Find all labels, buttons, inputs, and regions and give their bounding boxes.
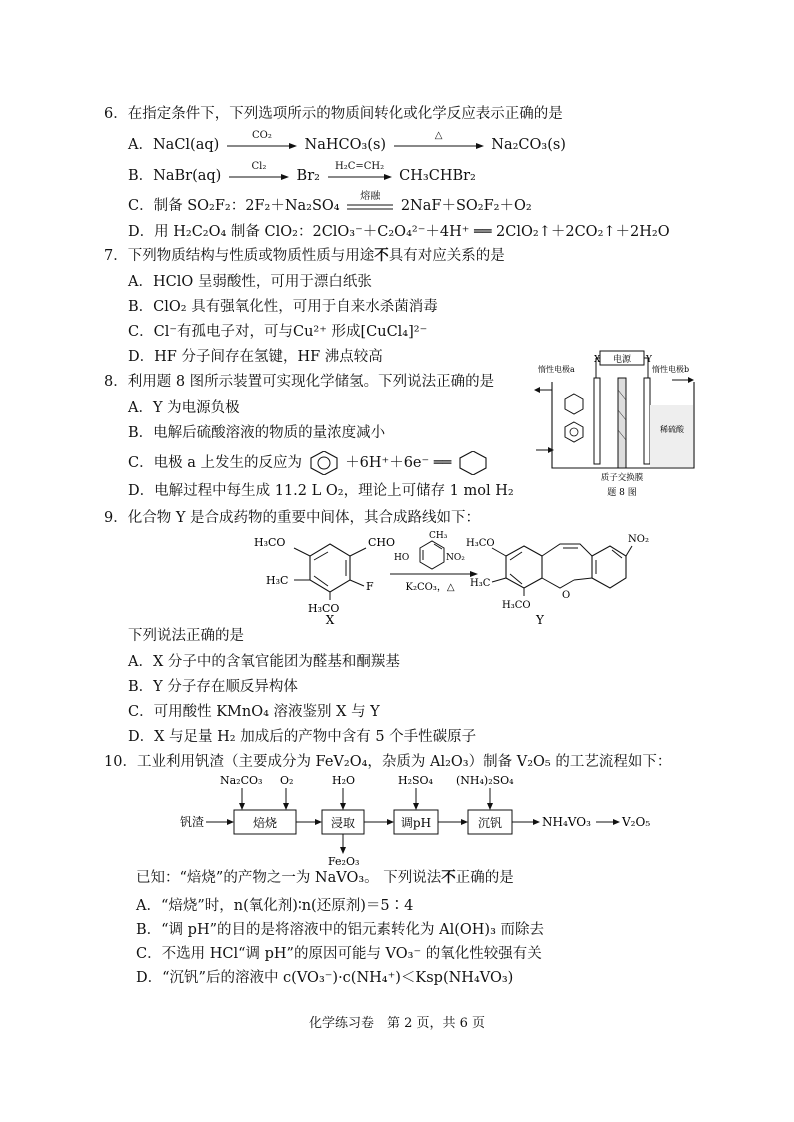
q9-option-c: C．可用酸性 KMnO₄ 溶液鉴别 X 与 Y — [128, 704, 380, 720]
q6-option-d: D．用 H₂C₂O₄ 制备 ClO₂：2ClO₃⁻＋C₂O₄²⁻＋4H⁺ ══ 2ClO₂↑＋2CO₂↑＋2H₂O — [128, 224, 670, 240]
q10-process-flow — [176, 772, 676, 868]
q7-option-a: A．HClO 呈弱酸性，可用于漂白纸张 — [128, 274, 372, 290]
compound-y-label: Y — [536, 613, 544, 626]
y-h3co-bottom-label: H₃CO — [502, 600, 531, 611]
q8-option-c: C．电极 a 上发生的反应为 ＋6H⁺＋6e⁻ ══ — [128, 451, 490, 475]
q7-stem: 7．下列物质结构与性质或物质性质与用途不具有对应关系的是 — [104, 247, 505, 264]
reagent-ho-label: HO — [394, 553, 410, 563]
q9-stem: 9．化合物 Y 是合成药物的重要中间体，其合成路线如下： — [104, 510, 481, 526]
q9-synthesis-scheme — [230, 530, 650, 626]
electrode-a-label: 惰性电极a — [538, 365, 575, 374]
output-fe2o3-label: Fe₂O₃ — [328, 855, 360, 868]
reaction-conditions-label: K₂CO₃，△ — [405, 582, 455, 593]
input-h2so4-label: H₂SO₄ — [398, 774, 433, 787]
q9-option-b: B．Y 分子存在顺反异构体 — [128, 679, 298, 695]
q10-stem: 10．工业利用钒渣（主要成分为 FeV₂O₄，杂质为 Al₂O₃）制备 V₂O₅ 的工艺流程如下： — [104, 754, 672, 770]
q10-option-c: C．不选用 HCl“调 pH”的原因可能与 VO₃⁻ 的氧化性较强有关 — [136, 946, 542, 962]
input-na2co3-label: Na₂CO₃ — [220, 774, 263, 787]
step-roasting-label: 焙烧 — [252, 816, 278, 830]
q6-option-b: B．NaBr(aq) Cl₂ Br₂ H₂C=CH₂ CH₃CHBr₂ — [128, 161, 476, 184]
x-h3co-bottom-label: H₃CO — [308, 602, 340, 615]
y-h3c-label: H₃C — [470, 578, 491, 589]
reagent-ch3-label: CH₃ — [429, 531, 448, 541]
benzene-icon — [307, 451, 341, 475]
q10-option-b: B．“调 pH”的目的是将溶液中的铝元素转化为 Al(OH)₃ 而除去 — [136, 922, 545, 938]
cyclohexane-icon — [456, 451, 490, 475]
terminal-y-label: Y — [646, 355, 652, 365]
dilute-sulfuric-acid-label: 稀硫酸 — [660, 425, 684, 434]
q10-option-a: A．“焙烧”时，n(氧化剂)∶n(还原剂)＝5∶4 — [136, 898, 414, 914]
q9-option-a: A．X 分子中的含氧官能团为醛基和酮羰基 — [128, 654, 400, 670]
figure-8-apparatus — [532, 350, 712, 500]
input-h2o-label: H₂O — [332, 774, 356, 787]
q8-option-a: A．Y 为电源负极 — [128, 400, 240, 416]
y-no2-label: NO₂ — [628, 534, 649, 545]
reagent-no2-label: NO₂ — [446, 553, 465, 563]
q6-option-a: A．NaCl(aq) CO₂ NaHCO₃(s) △ Na₂CO₃(s) — [128, 130, 566, 153]
q10-option-d: D．“沉钒”后的溶液中 c(VO₃⁻)·c(NH₄⁺)＜Ksp(NH₄VO₃) — [136, 970, 514, 986]
input-o2-label: O₂ — [280, 774, 294, 787]
q7-option-c: C．Cl⁻有孤电子对，可与Cu²⁺ 形成[CuCl₄]²⁻ — [128, 324, 428, 340]
q6-stem: 6．在指定条件下，下列选项所示的物质间转化或化学反应表示正确的是 — [104, 106, 563, 122]
proton-exchange-membrane-label: 质子交换膜 — [600, 473, 644, 483]
x-cho-label: CHO — [368, 536, 396, 549]
input-nh4-2so4-label: (NH₄)₂SO₄ — [456, 774, 514, 787]
figure-8-caption: 题 8 图 — [607, 488, 637, 498]
power-supply-label: 电源 — [612, 355, 632, 365]
q7-option-b: B．ClO₂ 具有强氧化性，可用于自来水杀菌消毒 — [128, 299, 438, 315]
x-h3co-top-label: H₃CO — [254, 536, 286, 549]
terminal-x-label: X — [594, 355, 601, 365]
q6-option-c: C．制备 SO₂F₂：2F₂＋Na₂SO₄ 熔融 2NaF＋SO₂F₂＋O₂ — [128, 191, 532, 214]
q9-intro: 下列说法正确的是 — [128, 628, 244, 644]
electrode-b-label: 惰性电极b — [652, 365, 690, 374]
q8-option-b: B．电解后硫酸溶液的物质的量浓度减小 — [128, 425, 386, 441]
q10-known: 已知：“焙烧”的产物之一为 NaVO₃。 下列说法不正确的是 — [136, 869, 514, 886]
q8-option-d: D．电解过程中每生成 11.2 L O₂，理论上可储存 1 mol H₂ — [128, 483, 514, 499]
step-adjust-ph-label: 调pH — [400, 816, 432, 830]
x-h3c-label: H₃C — [266, 574, 289, 587]
product-v2o5-label: V₂O₅ — [622, 815, 651, 829]
q8-stem: 8．利用题 8 图所示装置可实现化学储氢。下列说法正确的是 — [104, 374, 495, 390]
step-leaching-label: 浸取 — [330, 816, 356, 830]
product-nh4vo3-label: NH₄VO₃ — [542, 815, 591, 829]
page-footer: 化学练习卷 第 2 页，共 6 页 — [308, 1016, 486, 1031]
flow-start-label: 钒渣 — [180, 815, 205, 829]
x-f-label: F — [366, 580, 374, 593]
y-oxygen-label: O — [562, 590, 571, 601]
step-precipitate-label: 沉钒 — [477, 816, 503, 830]
q9-option-d: D．X 与足量 H₂ 加成后的产物中含有 5 个手性碳原子 — [128, 729, 477, 745]
q7-option-d: D．HF 分子间存在氢键，HF 沸点较高 — [128, 349, 383, 365]
compound-x-label: X — [325, 613, 335, 626]
y-h3co-top-label: H₃CO — [466, 538, 495, 549]
